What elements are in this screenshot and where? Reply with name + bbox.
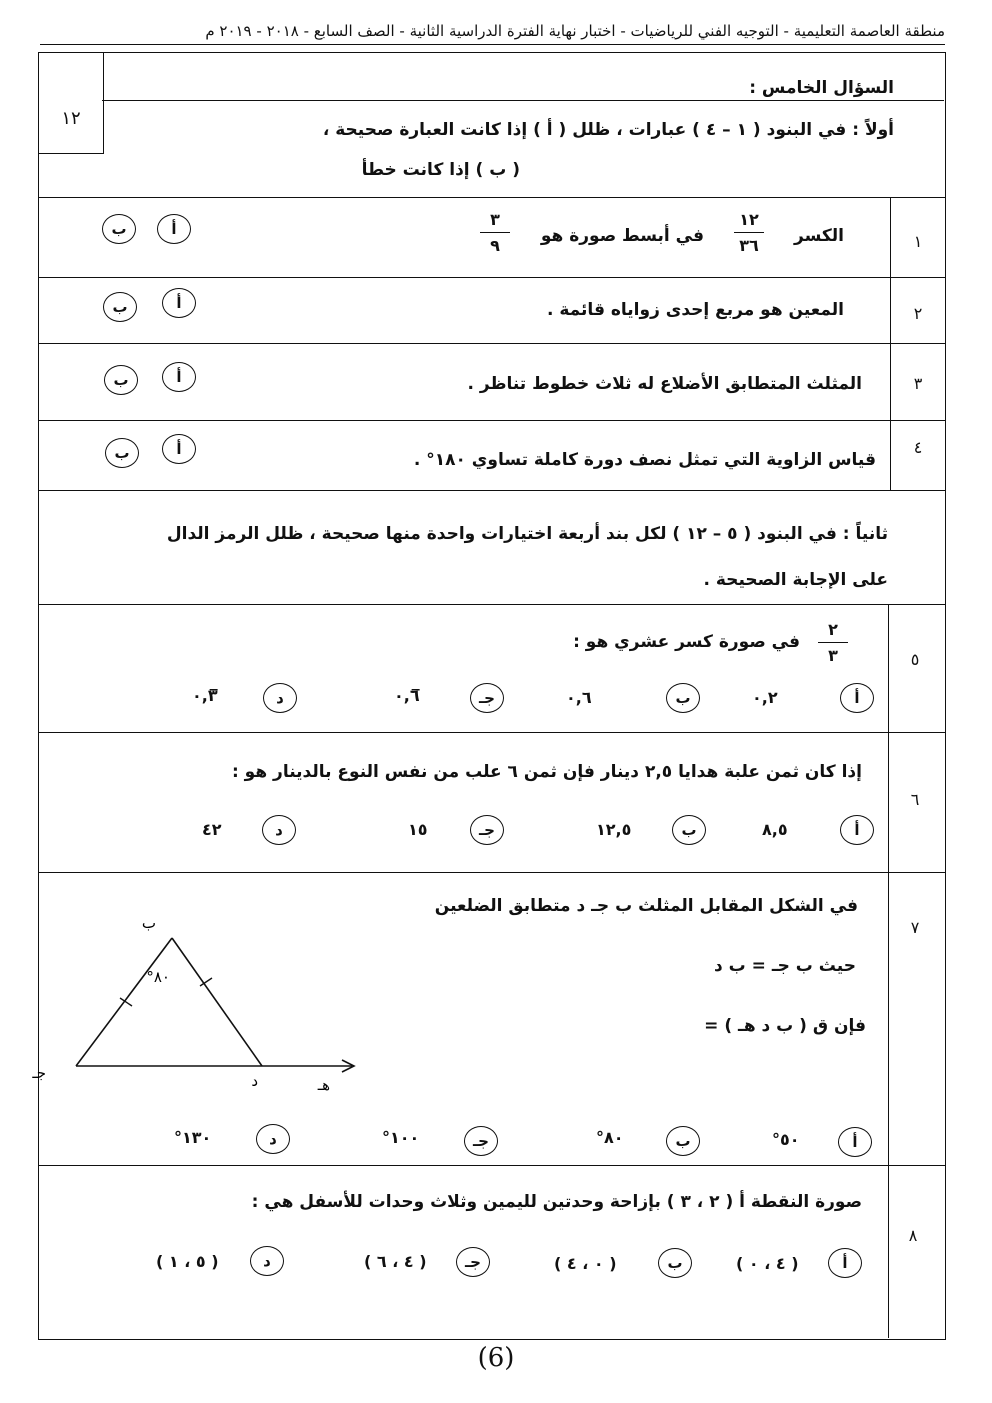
point-h-label: هـ bbox=[317, 1076, 330, 1094]
option-a-bubble[interactable]: أ bbox=[840, 815, 874, 845]
item1-text-b: في أبسط صورة هو bbox=[540, 226, 704, 246]
item7-text1: في الشكل المقابل المثلث ب جـ د متطابق الضلعين bbox=[434, 896, 858, 916]
option-b-value: ( ٠ ، ٤ ) bbox=[554, 1254, 617, 1273]
score-box bbox=[38, 52, 104, 154]
option-c-bubble[interactable]: جـ bbox=[470, 683, 504, 713]
row-divider bbox=[38, 277, 946, 278]
part1-line1: أولاً : في البنود ( ١ – ٤ ) عبارات ، ظلل ( أ ) إذا كانت العبارة صحيحة ، bbox=[322, 120, 894, 140]
item7-text3: فإن ق ( ب د هـ ) = bbox=[704, 1016, 866, 1036]
option-a-bubble[interactable]: أ bbox=[157, 214, 191, 244]
part1-line2: ( ب ) إذا كانت خطأ bbox=[361, 160, 520, 180]
vertex-b-label: ب bbox=[141, 914, 156, 932]
fraction-numerator: ١٢ bbox=[739, 210, 759, 229]
vertex-j-label: جـ bbox=[32, 1064, 46, 1082]
title-divider bbox=[102, 100, 944, 101]
option-b-value: ٠,٦ bbox=[566, 688, 592, 707]
option-b-bubble[interactable]: ب bbox=[672, 815, 706, 845]
row-divider bbox=[38, 1165, 946, 1166]
option-d-value: ٠,٣̅ bbox=[192, 686, 218, 705]
option-c-value: ١٥ bbox=[408, 820, 428, 839]
item-number: ٧ bbox=[910, 918, 920, 937]
option-a-bubble[interactable]: أ bbox=[828, 1248, 862, 1278]
item-number: ٨ bbox=[908, 1226, 918, 1245]
option-a-bubble[interactable]: أ bbox=[838, 1127, 872, 1157]
option-a-bubble[interactable]: أ bbox=[162, 362, 196, 392]
option-a-value: ٠,٢ bbox=[752, 688, 778, 707]
option-b-bubble[interactable]: ب bbox=[103, 292, 137, 322]
item-number: ١ bbox=[913, 232, 923, 251]
vertex-d-label: د bbox=[251, 1072, 258, 1090]
option-b-bubble[interactable]: ب bbox=[102, 214, 136, 244]
option-c-bubble[interactable]: جـ bbox=[464, 1126, 498, 1156]
option-a-value: ٨,٥ bbox=[762, 820, 788, 839]
option-d-bubble[interactable]: د bbox=[263, 683, 297, 713]
number-column-divider bbox=[888, 604, 889, 1338]
fraction-denominator: ٣ bbox=[828, 646, 838, 665]
row-divider bbox=[38, 343, 946, 344]
fraction-denominator: ٩ bbox=[490, 236, 500, 255]
option-b-bubble[interactable]: ب bbox=[104, 365, 138, 395]
fraction-numerator: ٣ bbox=[490, 210, 500, 229]
option-b-value: ١٢,٥ bbox=[596, 820, 632, 839]
item-number: ٥ bbox=[910, 650, 920, 669]
row-divider bbox=[38, 604, 946, 605]
fraction-2-3 bbox=[818, 620, 848, 665]
item7-text2: حيث ب جـ = ب د bbox=[714, 956, 856, 976]
option-c-value: ١٠٠° bbox=[382, 1128, 420, 1147]
option-b-bubble[interactable]: ب bbox=[666, 683, 700, 713]
option-d-bubble[interactable]: د bbox=[250, 1246, 284, 1276]
page-number: (6) bbox=[477, 1343, 515, 1373]
fraction-numerator: ٢ bbox=[828, 620, 838, 639]
part2-line1: ثانياً : في البنود ( ٥ – ١٢ ) لكل بند أربعة اختيارات واحدة منها صحيحة ، ظلل الرمز الدال bbox=[166, 524, 888, 544]
exam-header: منطقة العاصمة التعليمية - التوجيه الفني للرياضيات - اختبار نهاية الفترة الدراسية الثانية - الصف السابع - ٢٠١٨ - ٢٠١٩ م bbox=[40, 22, 945, 45]
item5-text: في صورة كسر عشري هو : bbox=[573, 632, 800, 652]
option-d-value: ( ٥ ، ١ ) bbox=[156, 1252, 219, 1271]
option-a-bubble[interactable]: أ bbox=[162, 434, 196, 464]
option-a-bubble[interactable]: أ bbox=[840, 683, 874, 713]
item-number: ٤ bbox=[913, 438, 923, 457]
item1-text-a: الكسر bbox=[794, 226, 844, 246]
option-a-bubble[interactable]: أ bbox=[162, 288, 196, 318]
option-d-value: ٤٢ bbox=[202, 820, 222, 839]
option-d-bubble[interactable]: د bbox=[262, 815, 296, 845]
option-c-value: ٠,٦̅ bbox=[394, 686, 420, 705]
option-a-value: ( ٤ ، ٠ ) bbox=[736, 1254, 799, 1273]
fraction-denominator: ٣٦ bbox=[739, 236, 759, 255]
option-d-value: ١٣٠° bbox=[174, 1128, 212, 1147]
row-divider bbox=[38, 732, 946, 733]
option-b-bubble[interactable]: ب bbox=[105, 438, 139, 468]
fraction-12-36 bbox=[734, 210, 764, 255]
item-number: ٢ bbox=[913, 304, 923, 323]
item3-text: المثلث المتطابق الأضلاع له ثلاث خطوط تناظر . bbox=[467, 374, 862, 394]
row-divider bbox=[38, 420, 946, 421]
item8-text: صورة النقطة أ ( ٢ ، ٣ ) بإزاحة وحدتين لليمين وثلاث وحدات للأسفل هي : bbox=[251, 1192, 862, 1212]
option-b-bubble[interactable]: ب bbox=[666, 1126, 700, 1156]
triangle-figure bbox=[32, 912, 370, 1102]
option-c-bubble[interactable]: جـ bbox=[456, 1247, 490, 1277]
item4-text: قياس الزاوية التي تمثل نصف دورة كاملة تساوي ١٨٠° . bbox=[413, 450, 876, 470]
option-d-bubble[interactable]: د bbox=[256, 1124, 290, 1154]
score-value: ١٢ bbox=[61, 108, 81, 129]
number-column-divider bbox=[890, 197, 891, 490]
row-divider bbox=[38, 197, 946, 198]
angle-label: ٨٠° bbox=[146, 968, 170, 986]
row-divider bbox=[38, 490, 946, 491]
item2-text: المعين هو مربع إحدى زواياه قائمة . bbox=[546, 300, 844, 320]
option-b-bubble[interactable]: ب bbox=[658, 1248, 692, 1278]
item-number: ٣ bbox=[913, 374, 923, 393]
row-divider bbox=[38, 872, 946, 873]
item6-text: إذا كان ثمن علبة هدايا ٢,٥ دينار فإن ثمن ٦ علب من نفس النوع بالدينار هو : bbox=[231, 762, 862, 782]
item-number: ٦ bbox=[910, 790, 920, 809]
option-b-value: ٨٠° bbox=[596, 1128, 624, 1147]
fraction-3-9 bbox=[480, 210, 510, 255]
option-a-value: ٥٠° bbox=[772, 1130, 800, 1149]
question-title: السؤال الخامس : bbox=[749, 78, 894, 98]
option-c-value: ( ٤ ، ٦ ) bbox=[364, 1252, 427, 1271]
part2-line2: على الإجابة الصحيحة . bbox=[703, 570, 888, 590]
option-c-bubble[interactable]: جـ bbox=[470, 815, 504, 845]
